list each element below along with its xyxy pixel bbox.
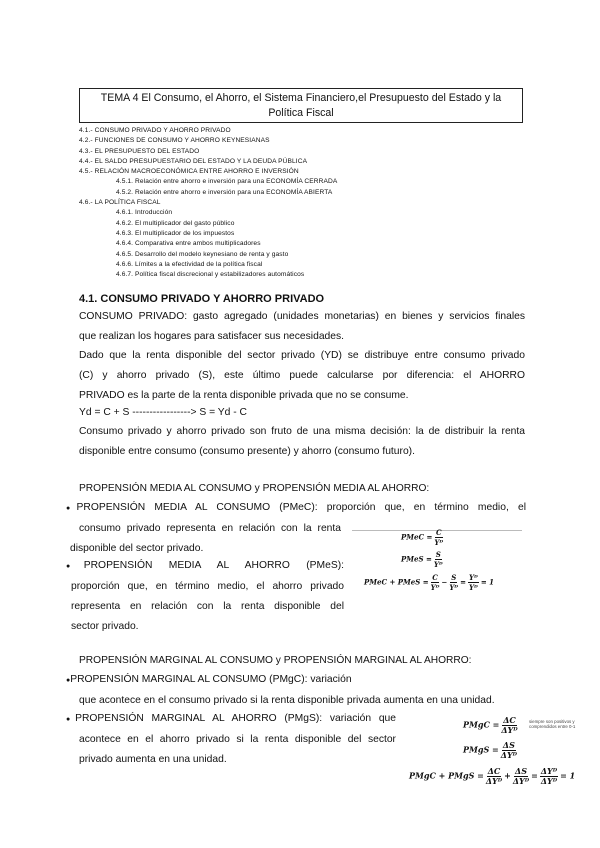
text-line: (C) y ahorro privado (S), este último puede calcularse por diferencia: el AHORRO xyxy=(79,370,525,381)
text-line: privado aumenta en una unidad. xyxy=(79,754,227,765)
table-of-contents xyxy=(79,126,337,280)
toc-item[interactable]: 4.4.- EL SALDO PRESUPUESTARIO DEL ESTADO Y LA DEUDA PÚBLICA xyxy=(79,157,308,165)
toc-subitem[interactable]: 4.6.3. El multiplicador de los impuestos xyxy=(116,229,235,237)
toc-item[interactable]: 4.2.- FUNCIONES DE CONSUMO Y AHORRO KEYNESIANAS xyxy=(79,137,270,145)
equation-line: Yd = C + S -----------------> S = Yd - C xyxy=(79,407,247,418)
toc-item[interactable]: 4.3.- EL PRESUPUESTO DEL ESTADO xyxy=(79,147,200,155)
formula-pmgs: PMgS = $\frac{\Delta S}{\text{ΔYᴰ}}$ xyxy=(463,740,518,760)
text-line: ●PROPENSIÓN MEDIA AL CONSUMO (PMeC): proporción que, en término medio, el xyxy=(66,502,526,513)
bullet-icon: ● xyxy=(66,677,71,684)
bullet-icon: ● xyxy=(66,563,84,570)
text-line: CONSUMO PRIVADO: gasto agregado (unidades monetarias) en bienes y servicios finales xyxy=(79,311,525,322)
toc-subitem[interactable]: 4.6.7. Política fiscal discrecional y estabilizadores automáticos xyxy=(116,271,305,279)
topic-title-box xyxy=(79,88,523,123)
text-line: PRIVADO es la parte de la renta disponible privada que no se consume. xyxy=(79,390,409,401)
topic-title-line1: TEMA 4 El Consumo, el Ahorro, el Sistema Financiero,el Presupuesto del Estado y la xyxy=(100,92,502,104)
formula-pmec-plus-pmes: PMeC + PMeS = $\frac{C}{\text{Yᴰ}}$ − $\frac{S}{\text{Yᴰ}}$ = $\frac{\text{Yᴰ}}{\text{Yᴰ}}$ = 1 xyxy=(364,573,495,592)
toc-subitem[interactable]: 4.6.1. Introducción xyxy=(116,209,173,217)
topic-title-line2: Política Fiscal xyxy=(268,106,334,119)
text-line: disponible del sector privado. xyxy=(70,543,204,554)
toc-item[interactable]: 4.5.- RELACIÓN MACROECONÓMICA ENTRE AHORRO E INVERSIÓN xyxy=(79,168,299,176)
bullet-icon: ● xyxy=(66,716,76,723)
toc-subitem[interactable]: 4.6.2. El multiplicador del gasto público xyxy=(116,219,235,227)
margin-note: siempre son positivos y comprendidos entre 0-1 xyxy=(529,719,576,729)
medias-heading: PROPENSIÓN MEDIA AL CONSUMO y PROPENSIÓN MEDIA AL AHORRO: xyxy=(79,483,430,494)
text-line: que realizan los hogares para satisfacer sus necesidades. xyxy=(79,331,345,342)
paragraph-decision xyxy=(79,422,525,462)
bullet-pmgc xyxy=(66,670,536,711)
text-line: acontece en el ahorro privado si la renta disponible del sector xyxy=(79,734,396,745)
text-line: representa en relación con la renta disponible del xyxy=(71,601,344,612)
text-line: disponible entre consumo (consumo presente) y ahorro (consumo futuro). xyxy=(79,446,415,457)
text-line: sector privado. xyxy=(71,621,139,632)
toc-item[interactable]: 4.6.- LA POLÍTICA FISCAL xyxy=(79,199,161,207)
marginales-heading: PROPENSIÓN MARGINAL AL CONSUMO y PROPENSIÓN MARGINAL AL AHORRO: xyxy=(79,655,472,666)
text-line: ●PROPENSIÓN MEDIA AL AHORRO (PMeS): xyxy=(66,560,344,571)
paragraph-ahorro-privado xyxy=(79,346,525,406)
paragraph-consumo-privado xyxy=(79,307,525,347)
toc-subitem[interactable]: 4.6.5. Desarrollo del modelo keynesiano de renta y gasto xyxy=(116,250,289,258)
toc-subitem[interactable]: 4.6.6. Límites a la efectividad de la política fiscal xyxy=(116,260,263,268)
text-line: que acontece en el consumo privado si la renta disponible privada aumenta en una unidad. xyxy=(79,695,495,706)
formula-pmes: PMeS = $\frac{S}{\text{Yᴰ}}$ xyxy=(401,550,443,569)
text-line: Consumo privado y ahorro privado son fruto de una misma decisión: la de distribuir la renta xyxy=(79,426,525,437)
toc-subitem[interactable]: 4.5.1. Relación entre ahorro e inversión para una ECONOMÍA CERRADA xyxy=(116,178,338,186)
toc-item[interactable]: 4.1.- CONSUMO PRIVADO Y AHORRO PRIVADO xyxy=(79,127,231,134)
toc-subitem[interactable]: 4.5.2. Relación entre ahorro e inversión para una ECONOMÍA ABIERTA xyxy=(116,188,333,196)
formula-pmec: PMeC = $\frac{C}{\text{Yᴰ}}$ xyxy=(401,528,444,547)
bullet-pmec xyxy=(66,498,526,559)
text-line: consumo privado representa en relación con la renta xyxy=(79,523,341,534)
section-heading: 4.1. CONSUMO PRIVADO Y AHORRO PRIVADO xyxy=(79,293,325,305)
toc-subitem[interactable]: 4.6.4. Comparativa entre ambos multiplicadores xyxy=(116,240,261,248)
text-line: ●PROPENSIÓN MARGINAL AL CONSUMO (PMgC): variación xyxy=(66,674,352,685)
bullet-icon: ● xyxy=(66,505,77,512)
text-line: Dado que la renta disponible del sector privado (YD) se distribuye entre consumo privado xyxy=(79,350,525,361)
bullet-pmes xyxy=(66,556,344,637)
text-line: proporción que, en término medio, el ahorro privado xyxy=(71,581,344,592)
bullet-pmgs xyxy=(66,709,396,770)
text-line: ●PROPENSIÓN MARGINAL AL AHORRO (PMgS): variación que xyxy=(66,713,396,724)
formula-pmgc: PMgC = $\frac{\Delta C}{\text{ΔYᴰ}}$ xyxy=(463,715,518,735)
formula-pmgc-plus-pmgs: PMgC + PMgS = $\frac{\Delta C}{\text{ΔYᴰ}}$ + $\frac{\Delta S}{\text{ΔYᴰ}}$ = $\frac{\text{ΔYᴰ}}{\text{ΔYᴰ}}$ = 1 xyxy=(409,766,576,786)
